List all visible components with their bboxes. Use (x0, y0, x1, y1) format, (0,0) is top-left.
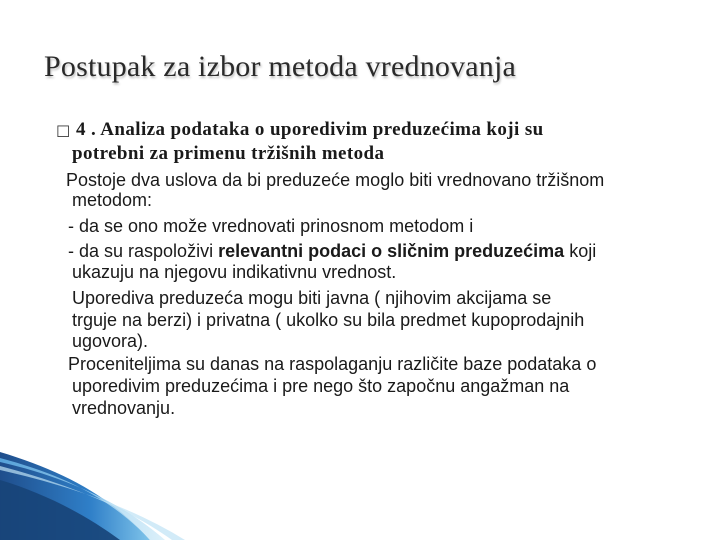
paragraph-2-line-3: ugovora). (72, 331, 149, 351)
condition-1: - da se ono može vrednovati prinosnom metodom i (68, 216, 474, 236)
condition-2-suffix: koji (564, 241, 597, 261)
paragraph-3-line-2: uporedivim preduzećima i pre nego što započnu angažman na (72, 376, 570, 396)
bullet-heading-line-1: 4 . Analiza podataka o uporedivim preduzećima koji su (76, 119, 544, 140)
condition-2-emphasis: relevantni podaci o sličnim preduzećima (218, 241, 565, 261)
checkbox-bullet-icon: ☐ (56, 122, 71, 141)
paragraph-2-line-1: Uporediva preduzeća mogu biti javna ( njihovim akcijama se (72, 288, 552, 308)
paragraph-2-line-2: trguje na berzi) i privatna ( ukolko su bila predmet kupoprodajnih (72, 310, 585, 330)
paragraph-1-line-2: metodom: (72, 190, 153, 210)
paragraph-3-line-1: Proceniteljima su danas na raspolaganju različite baze podataka o (68, 354, 597, 374)
paragraph-3-line-3: vrednovanju. (72, 398, 176, 418)
condition-2-prefix: - da su raspoloživi (68, 241, 219, 261)
paragraph-1-line-1: Postoje dva uslova da bi preduzeće moglo biti vrednovano tržišnom (66, 170, 605, 190)
bullet-heading-line-2: potrebni za primenu tržišnih metoda (72, 143, 385, 164)
slide-title: Postupak za izbor metoda vrednovanja (44, 50, 517, 83)
condition-2-line-2: ukazuju na njegovu indikativnu vrednost. (72, 262, 397, 282)
